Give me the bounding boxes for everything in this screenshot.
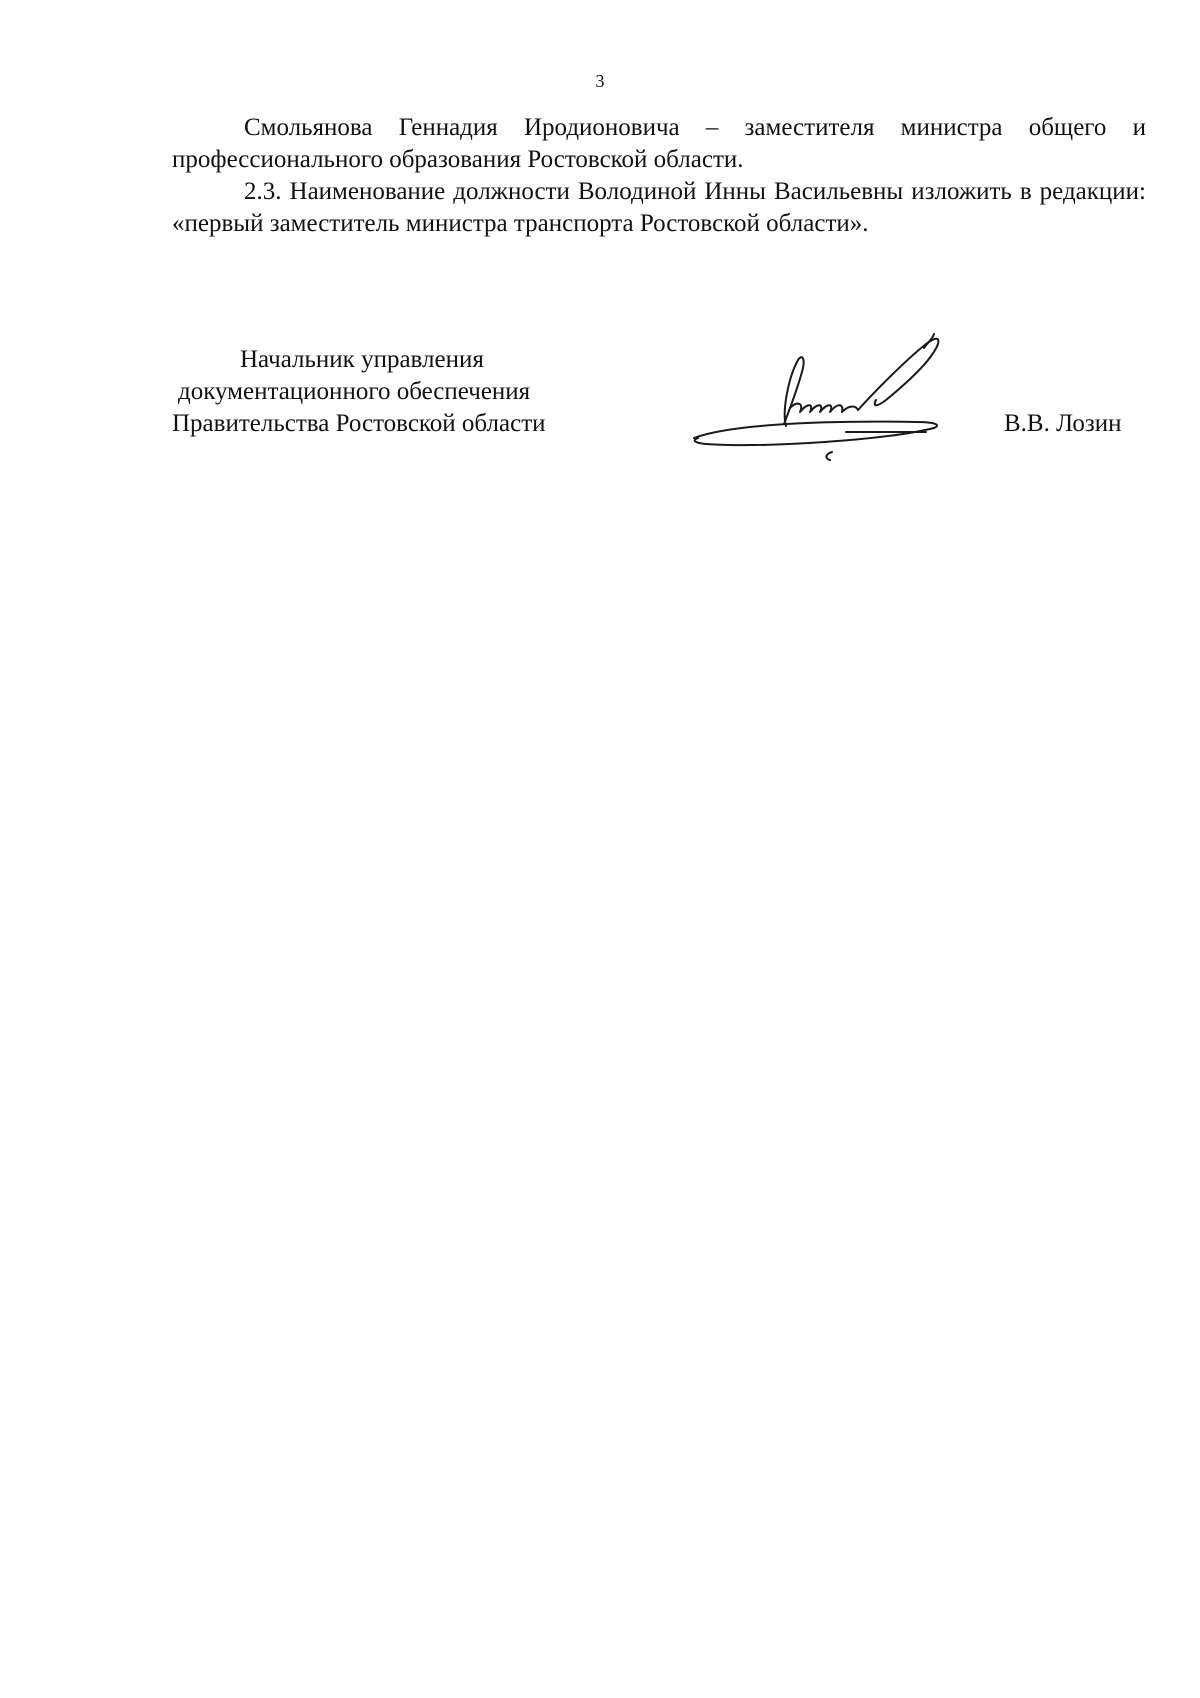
handwritten-signature (686, 320, 1026, 470)
signer-position-line: Правительства Ростовской области (172, 410, 546, 437)
signer-position-line: документационного обеспечения (178, 378, 531, 405)
paragraph: Смольянова Геннадия Иродионовича – заместителя министра общего и профессионального образования Ростовской области. (172, 114, 1146, 173)
signature-block (0, 344, 1200, 464)
signer-name: В.В. Лозин (1004, 410, 1122, 437)
paragraph: 2.3. Наименование должности Володиной Инны Васильевны изложить в редакции: «первый заместитель министра транспорта Ростовской области». (172, 178, 1146, 237)
body-text (172, 112, 1146, 240)
signer-position (160, 344, 620, 440)
signer-position-line: Начальник управления (240, 346, 484, 373)
page-number: 3 (595, 71, 605, 91)
